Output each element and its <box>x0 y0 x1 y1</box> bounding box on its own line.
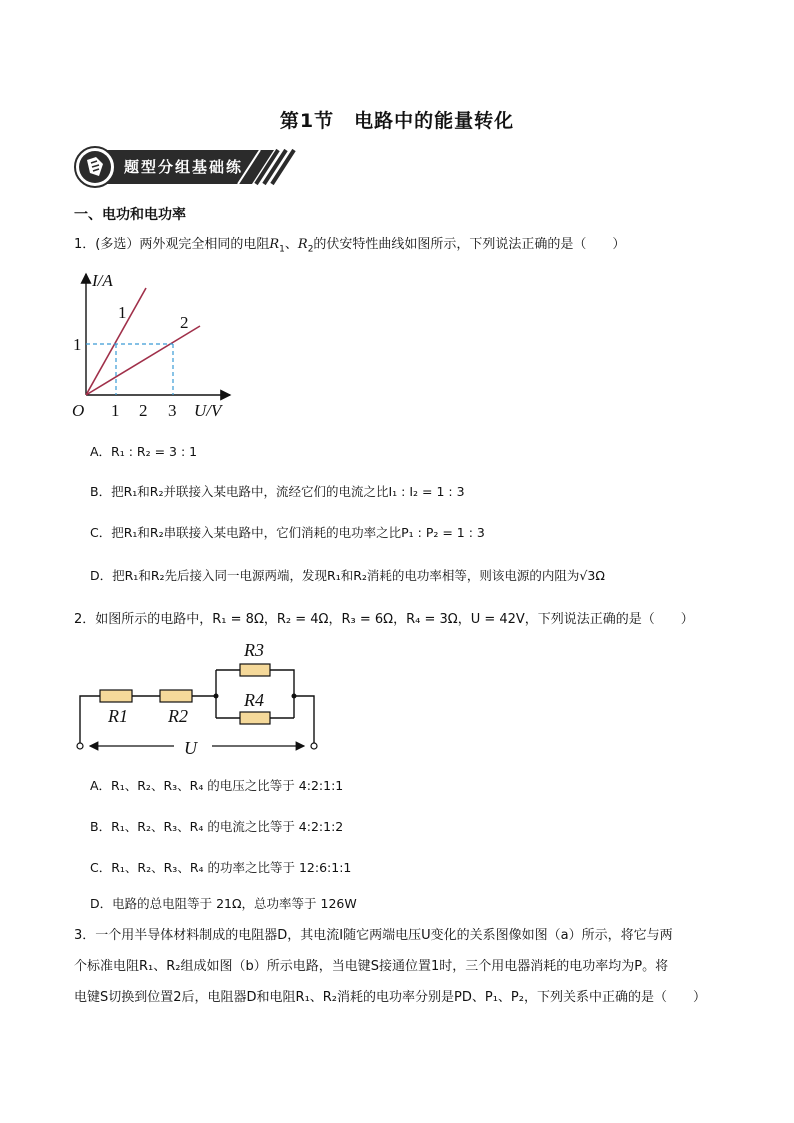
resistor-r2 <box>160 690 192 702</box>
q1-stem-pre: 1．(多选）两外观完全相同的电阻 <box>74 237 270 252</box>
resistor-r3 <box>240 664 270 676</box>
q2-option-c: C．R₁、R₂、R₃、R₄ 的功率之比等于 12:6:1:1 <box>90 860 352 875</box>
q2-option-b: B．R₁、R₂、R₃、R₄ 的电流之比等于 4:2:1:2 <box>90 819 344 834</box>
q3-line-2: 个标准电阻R₁、R₂组成如图（b）所示电路，当电键S接通位置1时，三个用电器消耗的电功率均为P。将 <box>74 959 669 974</box>
terminal-right <box>311 743 317 749</box>
line-2 <box>86 326 200 395</box>
line-1 <box>86 288 146 395</box>
q2-option-d: D．电路的总电阻等于 21Ω，总功率等于 126W <box>90 896 357 911</box>
y-label: I/A <box>92 271 113 290</box>
q1-option-c <box>90 523 485 541</box>
q3-line-1: 3．一个用半导体材料制成的电阻器D，其电流I随它两端电压U变化的关系图像如图（a）所示，将它与两 <box>74 928 673 943</box>
q1-option-b-ratio: I₁ : I₂ = 1 : 3 <box>388 484 465 499</box>
line-1-label: 1 <box>118 303 127 322</box>
q1-stem-post: 的伏安特性曲线如图所示，下列说法正确的是（ ） <box>313 237 626 252</box>
q2-stem: 2．如图所示的电路中，R₁ = 8Ω，R₂ = 4Ω，R₃ = 6Ω，R₄ = 3Ω，U = 42V，下列说法正确的是（ ） <box>74 612 694 627</box>
resistor-r1 <box>100 690 132 702</box>
q1-iu-graph <box>70 270 240 420</box>
label-r4: R4 <box>244 690 264 710</box>
q1-stem: 1．(多选）两外观完全相同的电阻$R_1$、$R_2$的伏安特性曲线如图所示，下列说法正确的是（ ） <box>74 237 626 255</box>
page-title: 第1节 电路中的能量转化 <box>279 110 515 132</box>
section-heading: 一、电功和电功率 <box>74 207 186 223</box>
y-tick-1: 1 <box>73 335 82 354</box>
x-label: U/V <box>194 401 222 420</box>
q1-option-c-text: C．把R₁和R₂串联接入某电路中，它们消耗的电功率之比 <box>90 525 402 540</box>
q2-circuit <box>70 636 330 760</box>
q1-option-a: A．R₁ : R₂ = 3 : 1 <box>90 444 198 459</box>
label-r2: R2 <box>168 706 188 726</box>
q3-line-3: 电键S切换到位置2后，电阻器D和电阻R₁、R₂消耗的电功率分别是PD、P₁、P₂，下列关系中正确的是（ ） <box>74 990 706 1005</box>
label-r3: R3 <box>244 640 264 660</box>
q1-option-c-ratio: P₁ : P₂ = 1 : 3 <box>401 525 485 540</box>
q1-option-b-text: B．把R₁和R₂并联接入某电路中，流经它们的电流之比 <box>90 484 389 499</box>
q3-stem <box>74 920 722 1013</box>
banner-text: 题型分组基础练 <box>124 158 244 176</box>
label-r1: R1 <box>108 706 128 726</box>
terminal-left <box>77 743 83 749</box>
resistor-r4 <box>240 712 270 724</box>
line-2-label: 2 <box>180 313 189 332</box>
section-banner <box>74 146 304 188</box>
origin-label: O <box>72 401 85 420</box>
q1-option-d: D．把R₁和R₂先后接入同一电源两端，发现R₁和R₂消耗的电功率相等，则该电源的内阻为√3Ω <box>90 568 605 583</box>
q2-option-a: A．R₁、R₂、R₃、R₄ 的电压之比等于 4:2:1:1 <box>90 778 344 793</box>
x-tick-3: 3 <box>168 401 177 420</box>
label-u: U <box>184 738 197 758</box>
q1-option-b <box>90 482 465 500</box>
x-tick-1: 1 <box>111 401 120 420</box>
x-tick-2: 2 <box>139 401 148 420</box>
